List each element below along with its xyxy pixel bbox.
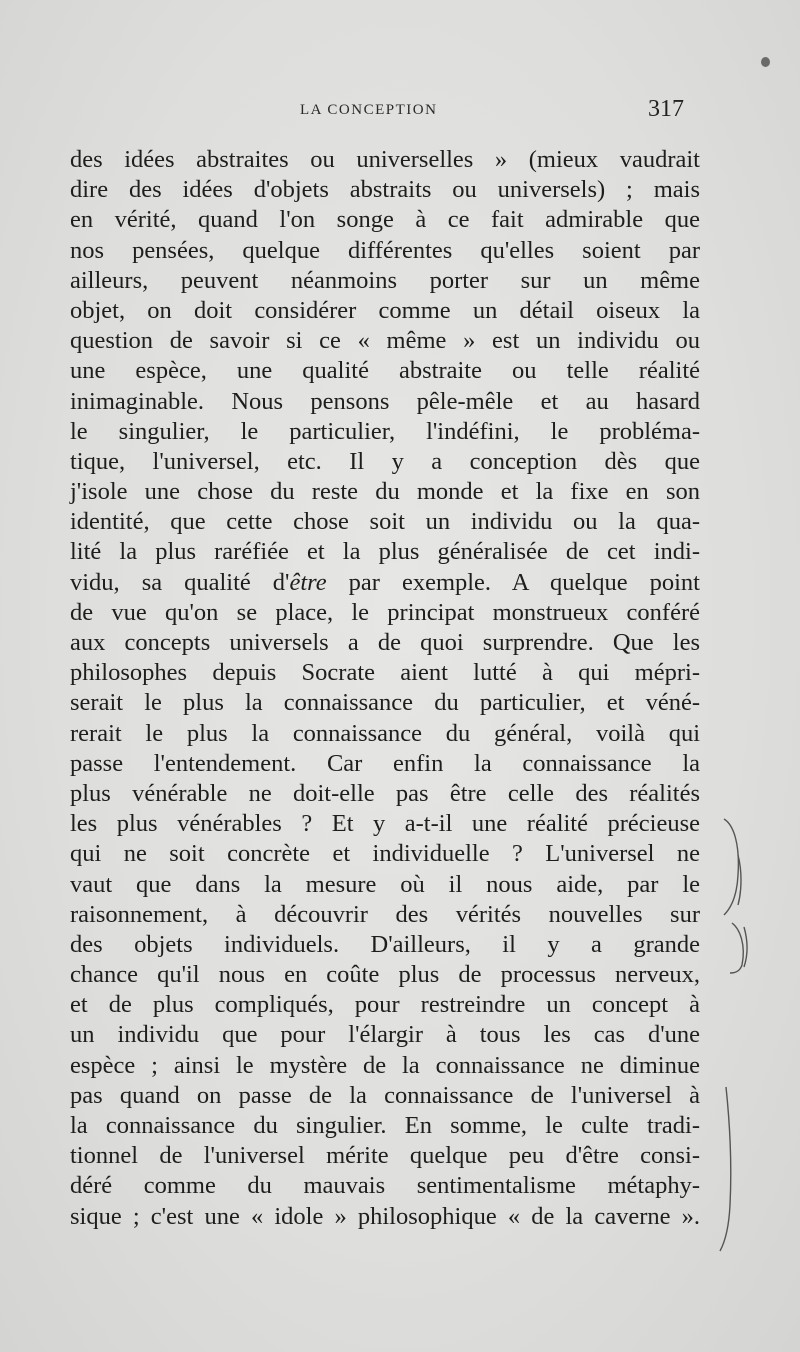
text-line: tique, l'universel, etc. Il y a conception dès que [70,447,700,475]
text-line: le singulier, le particulier, l'indéfini, le probléma- [70,417,700,445]
text-line: raisonnement, à découvrir des vérités nouvelles sur [70,900,700,928]
text-line: nos pensées, quelque différentes qu'elles soient par [70,236,700,264]
text-line: chance qu'il nous en coûte plus de processus nerveux, [70,961,700,989]
text-line: ailleurs, peuvent néanmoins porter sur un même [70,266,700,294]
running-title: LA CONCEPTION [300,102,438,118]
text-line: question de savoir si ce « même » est un individu ou [70,327,700,355]
text-line: déré comme du mauvais sentimentalisme métaphy- [70,1172,700,1200]
text-line: lité la plus raréfiée et la plus généralisée de cet indi- [70,538,700,566]
text-line: sique ; c'est une « idole » philosophique « de la caverne ». [70,1202,700,1230]
text-line: des idées abstraites ou universelles » (mieux vaudrait [70,146,700,173]
text-line: en vérité, quand l'on songe à ce fait admirable que [70,206,700,234]
text-line: et de plus compliqués, pour restreindre un concept à [70,991,700,1019]
text-line: vaut que dans la mesure où il nous aide, par le [70,870,700,898]
ink-spot [761,57,770,67]
text-line: un individu que pour l'élargir à tous les cas d'une [70,1021,700,1049]
text-line: des objets individuels. D'ailleurs, il y a grande [70,930,700,958]
text-line: une espèce, une qualité abstraite ou telle réalité [70,357,700,385]
text-line: de vue qu'on se place, le principat monstrueux conféré [70,598,700,626]
text-line: plus vénérable ne doit-elle pas être celle des réalités [70,779,700,807]
text-line: aux concepts universels a de quoi surprendre. Que les [70,629,700,656]
text-line: dire des idées d'objets abstraits ou universels) ; mais [70,176,700,204]
text-line: rerait le plus la connaissance du général, voilà qui [70,719,700,747]
text-line: philosophes depuis Socrate aient lutté à qui mépri- [70,659,700,687]
text-line: pas quand on passe de la connaissance de l'universel à [70,1081,700,1109]
text-fragment: vidu, sa qualité d' [70,568,290,596]
page-number: 317 [648,96,684,122]
text-line: identité, que cette chose soit un individu ou la qua- [70,508,700,536]
text-line: inimaginable. Nous pensons pêle-mêle et au hasard [70,387,700,415]
text-line: passe l'entendement. Car enfin la connaissance la [70,749,700,777]
body-text [70,145,700,1232]
text-fragment: par exemple. A quelque point [326,568,700,596]
text-line: tionnel de l'universel mérite quelque peu d'être consi- [70,1142,700,1170]
running-head [0,96,800,130]
text-line: objet, on doit considérer comme un détail oiseux la [70,296,700,324]
text-line: serait le plus la connaissance du particulier, et véné- [70,689,700,717]
text-line-with-italic [70,568,700,598]
text-line: les plus vénérables ? Et y a-t-il une réalité précieuse [70,810,700,838]
italic-word: être [289,568,327,596]
margin-pencil-line [716,1085,740,1255]
text-line: j'isole une chose du reste du monde et la fixe en son [70,478,700,506]
margin-pencil-bracket [718,815,758,975]
text-line: la connaissance du singulier. En somme, le culte tradi- [70,1112,700,1139]
text-line: espèce ; ainsi le mystère de la connaissance ne diminue [70,1051,700,1079]
text-line: qui ne soit concrète et individuelle ? L'universel ne [70,840,700,868]
